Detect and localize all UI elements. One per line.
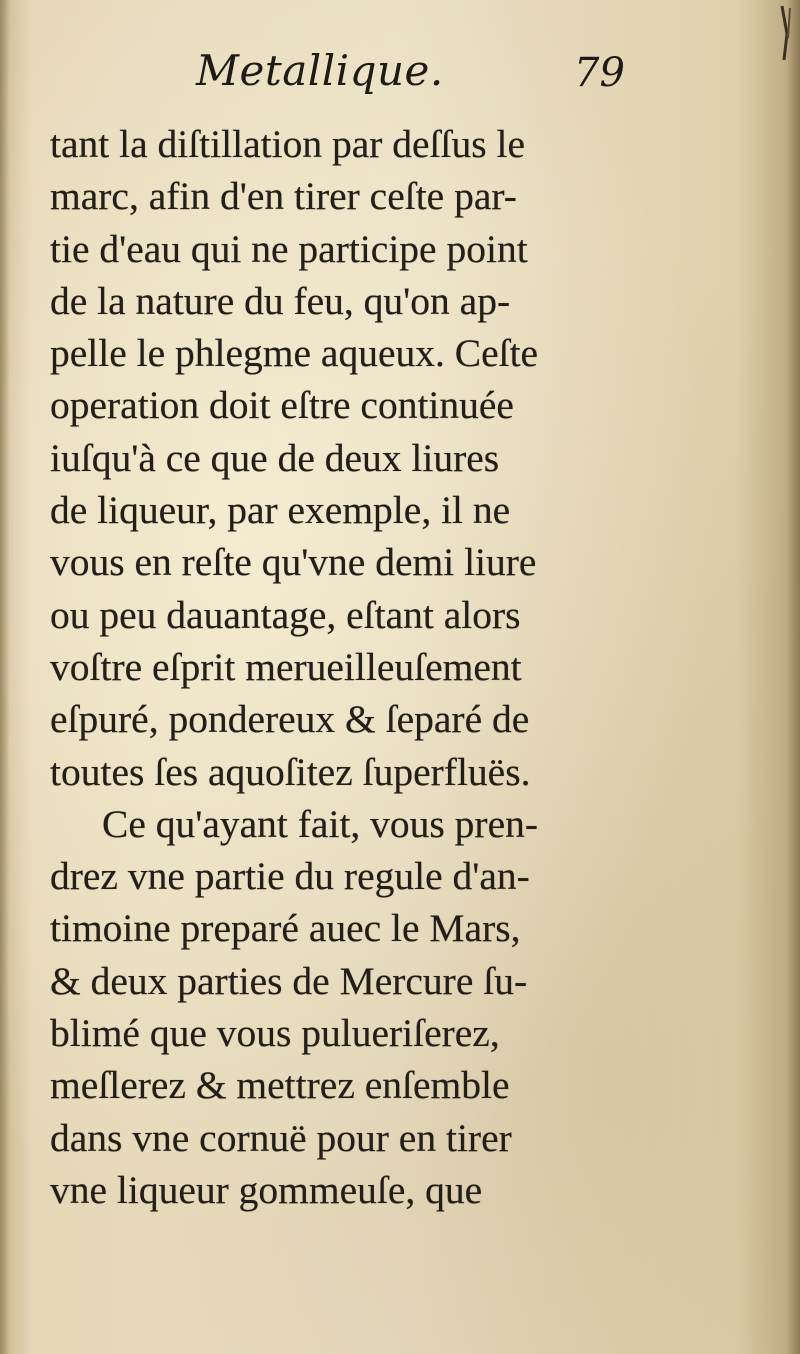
- text-line: de la nature du feu, qu'on ap-: [50, 278, 511, 323]
- text-line: meſlerez & mettrez enſemble: [50, 1063, 510, 1108]
- text-line: operation doit eſtre continuée: [50, 383, 514, 428]
- text-line: ou peu dauantage, eſtant alors: [50, 592, 521, 637]
- text-line: vous en reſte qu'vne demi liure: [50, 540, 537, 585]
- running-title: Metallique.: [196, 46, 444, 95]
- page-gutter-shadow: [0, 0, 10, 1354]
- body-text: [50, 118, 650, 1216]
- text-line: drez vne partie du regule d'an-: [50, 854, 530, 899]
- text-line: pelle le phlegme aqueux. Ceſte: [50, 331, 539, 376]
- text-line: eſpuré, pondereux & ſeparé de: [50, 697, 530, 742]
- text-line: blimé que vous pulueriſerez,: [50, 1011, 500, 1056]
- text-line: voſtre eſprit merueilleuſement: [50, 644, 522, 689]
- running-head: [0, 42, 800, 112]
- text-line: toutes ſes aquoſitez ſuperfluës.: [50, 749, 531, 794]
- text-line: de liqueur, par exemple, il ne: [50, 488, 511, 533]
- text-line: timoine preparé auec le Mars,: [50, 906, 521, 951]
- page-number: 79: [574, 50, 625, 96]
- text-line: & deux parties de Mercure ſu-: [50, 958, 528, 1003]
- text-line: vne liqueur gommeuſe, que: [50, 1167, 483, 1212]
- page-edge-shadow: [786, 0, 800, 1354]
- text-line: dans vne cornuë pour en tirer: [50, 1115, 512, 1160]
- text-line: marc, afin d'en tirer ceſte par-: [50, 174, 517, 219]
- paragraph-start-line: Ce qu'ayant fait, vous pren-: [102, 801, 539, 846]
- text-line: tant la diſtillation par deſſus le: [50, 122, 525, 166]
- text-line: iuſqu'à ce que de deux liures: [50, 435, 500, 480]
- text-line: tie d'eau qui ne participe point: [50, 226, 528, 271]
